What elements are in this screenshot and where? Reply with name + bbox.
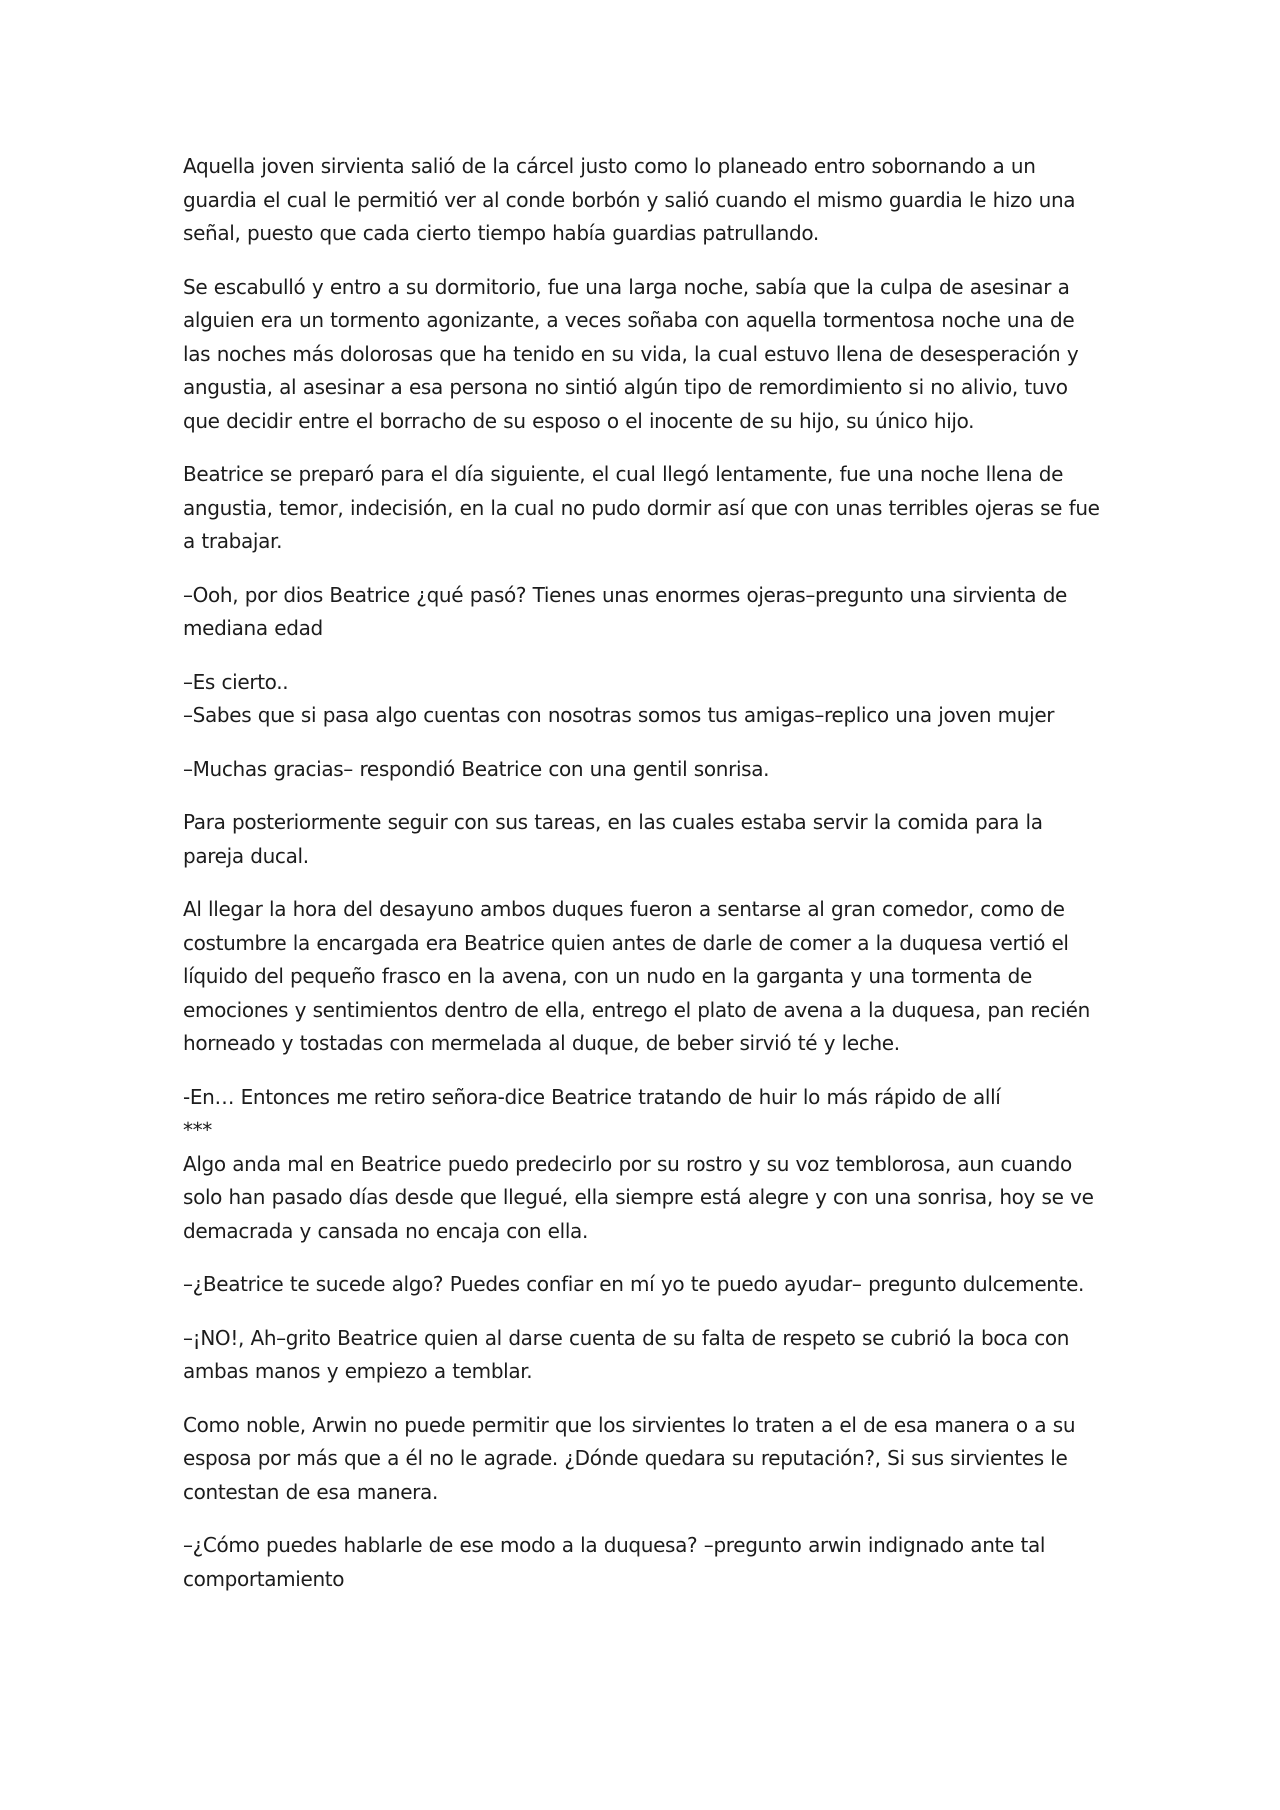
paragraph-2: Se escabulló y entro a su dormitorio, fue una larga noche, sabía que la culpa de asesinar a alguien era un tormento agonizante, a veces soñaba con aquella tormentosa noche una de las noches más dolorosas que ha tenido en su vida, la cual estuvo llena de desesperación y angustia, al asesinar a esa persona no sintió algún tipo de remordimiento si no alivio, tuvo que decidir entre el borracho de su esposo o el inocente de su hijo, su único hijo. xyxy=(183,274,1079,433)
paragraph-10: –¿Beatrice te sucede algo? Puedes confiar en mí yo te puedo ayudar– pregunto dulcemente. xyxy=(183,1272,1085,1296)
paragraph-12: Como noble, Arwin no puede permitir que los sirvientes lo traten a el de esa manera o a su esposa por más que a él no le agrade. ¿Dónde quedara su reputación?, Si sus sirvientes le contestan de esa manera. xyxy=(183,1412,1076,1504)
document-body xyxy=(183,150,1103,1596)
paragraph-5: –Es cierto.. –Sabes que si pasa algo cuentas con nosotras somos tus amigas–replico una joven mujer xyxy=(183,669,1055,727)
paragraph-6: –Muchas gracias– respondió Beatrice con una gentil sonrisa. xyxy=(183,756,770,781)
paragraph-13: –¿Cómo puedes hablarle de ese modo a la duquesa? –pregunto arwin indignado ante tal comportamiento xyxy=(183,1533,1046,1591)
paragraph-8: Al llegar la hora del desayuno ambos duques fueron a sentarse al gran comedor, como de costumbre la encargada era Beatrice quien antes de darle de comer a la duquesa vertió el líquido del pequeño frasco en la avena, con un nudo en la garganta y una tormenta de emociones y sentimientos dentro de ella, entrego el plato de avena a la duquesa, pan recién horneado y tostadas con mermelada al duque, de beber sirvió té y leche. xyxy=(183,897,1090,1055)
paragraph-11: –¡NO!, Ah–grito Beatrice quien al darse cuenta de su falta de respeto se cubrió la boca con ambas manos y empiezo a temblar. xyxy=(183,1325,1070,1383)
paragraph-7: Para posteriormente seguir con sus tareas, en las cuales estaba servir la comida para la pareja ducal. xyxy=(183,810,1043,868)
paragraph-3: Beatrice se preparó para el día siguiente, el cual llegó lentamente, fue una noche llena de angustia, temor, indecisión, en la cual no pudo dormir así que con unas terribles ojeras se fue a trabajar. xyxy=(183,462,1100,553)
paragraph-9: -En… Entonces me retiro señora-dice Beatrice tratando de huir lo más rápido de allí *** Algo anda mal en Beatrice puedo predecirlo por su rostro y su voz temblorosa, aun cuando solo han pasado días desde que llegué, ella siempre está alegre y con una sonrisa, hoy se ve demacrada y cansada no encaja con ella. xyxy=(183,1084,1094,1243)
paragraph-1: Aquella joven sirvienta salió de la cárcel justo como lo planeado entro sobornando a un guardia el cual le permitió ver al conde borbón y salió cuando el mismo guardia le hizo una señal, puesto que cada cierto tiempo había guardias patrullando. xyxy=(183,154,1076,245)
paragraph-4: –Ooh, por dios Beatrice ¿qué pasó? Tienes unas enormes ojeras–pregunto una sirvienta de mediana edad xyxy=(183,582,1067,640)
